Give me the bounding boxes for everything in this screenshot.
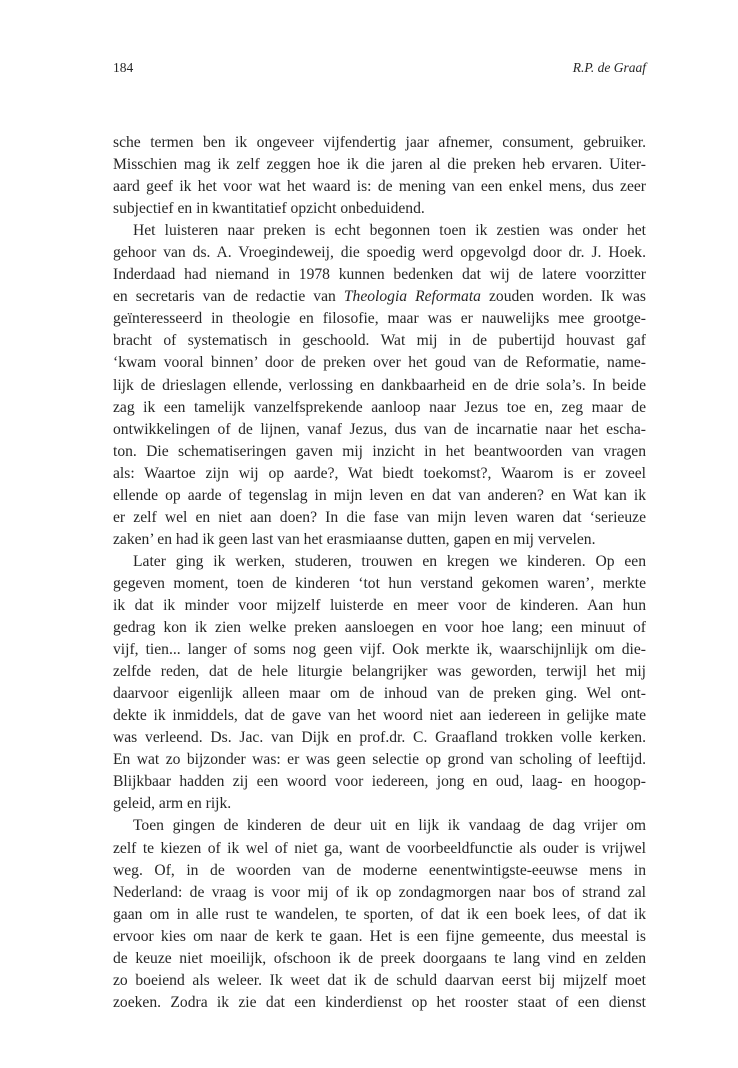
text-line: aard geef ik het voor wat het waard is: de mening van een enkel mens, dus zeer bbox=[113, 178, 646, 196]
text-line: geïnteresseerd in theologie en filosofie, maar was er nauwelijks mee grootge- bbox=[113, 310, 646, 328]
text-line: geleid, arm en rijk. bbox=[113, 795, 232, 813]
text-line: ton. Die schematiseringen gaven mij inzicht in het beantwoorden van vragen bbox=[113, 442, 646, 460]
text-line: zo boeiend als weleer. Ik weet dat ik de schuld daarvan eerst bij mijzelf moet bbox=[113, 971, 646, 989]
text-line: gedrag kon ik zien welke preken aansloegen en voor hoe lang; een minuut of bbox=[113, 619, 646, 637]
text-line: Inderdaad had niemand in 1978 kunnen bedenken dat wij de latere voorzitter bbox=[113, 266, 646, 284]
text-line: gegeven moment, toen de kinderen ‘tot hun verstand gekomen waren’, merkte bbox=[113, 574, 646, 592]
text-line: zaken’ en had ik geen last van het erasmiaanse dutten, gapen en mij vervelen. bbox=[113, 530, 596, 548]
text-line: Misschien mag ik zelf zeggen hoe ik die jaren al die preken heb ervaren. Uiter- bbox=[113, 156, 646, 174]
text-line: zelf te kiezen of ik wel of niet ga, want de voorbeeldfunctie als ouder is vrijwel bbox=[113, 839, 646, 857]
text-line: zelfde reden, dat de hele liturgie belangrijker was geworden, terwijl het mij bbox=[113, 663, 646, 681]
text-line: Blijkbaar hadden zij een woord voor iedereen, jong en oud, laag- en hoogop- bbox=[113, 773, 646, 791]
page-number: 184 bbox=[113, 60, 134, 75]
text-line: zag ik een tamelijk vanzelfsprekende aanloop naar Jezus toe en, zeg maar de bbox=[113, 398, 646, 416]
text-line-with-title bbox=[113, 286, 646, 308]
text-line: subjectief en in kwantitatief opzicht onbeduidend. bbox=[113, 200, 425, 218]
text-line: bracht of systematisch in geschoold. Wat mij in de pubertijd houvast gaf bbox=[113, 332, 646, 350]
text-line: ellende op aarde of tegenslag in mijn leven en dat van anderen? en Wat kan ik bbox=[113, 486, 646, 504]
text-line: sche termen ben ik ongeveer vijfendertig jaar afnemer, consument, gebruiker. bbox=[113, 134, 646, 151]
text-line: ontwikkelingen of de lijnen, vanaf Jezus, dus van de incarnatie naar het escha- bbox=[113, 420, 646, 438]
text-line: ‘kwam vooral binnen’ door de preken over het goud van de Reformatie, name- bbox=[113, 354, 646, 372]
paragraph bbox=[113, 220, 646, 551]
running-head bbox=[113, 60, 646, 82]
text-line: lijk de drieslagen ellende, verlossing en dankbaarheid en de drie sola’s. In beide bbox=[113, 376, 646, 394]
text-line: er zelf wel en niet aan doen? In die fase van mijn leven waren dat ‘serieuze bbox=[113, 508, 646, 526]
text-segment: zouden worden. Ik was bbox=[480, 288, 646, 306]
text-line: En wat zo bijzonder was: er was geen selectie op grond van scholing of leeftijd. bbox=[113, 751, 646, 769]
body-text bbox=[113, 132, 646, 1014]
text-line: weg. Of, in de woorden van de moderne eenentwintigste-eeuwse mens in bbox=[113, 861, 646, 879]
text-line: gaan om in alle rust te wandelen, te sporten, of dat ik een boek lees, of dat ik bbox=[113, 905, 646, 923]
paragraph bbox=[113, 551, 646, 816]
text-line: vijf, tien... langer of soms nog geen vijf. Ook merkte ik, waarschijnlijk om die- bbox=[113, 641, 646, 659]
text-line: de keuze niet moeilijk, ofschoon ik de preek doorgaans te lang vind en zelden bbox=[113, 949, 646, 967]
text-line: Later ging ik werken, studeren, trouwen en kregen we kinderen. Op een bbox=[133, 552, 646, 570]
text-line: gehoor van ds. A. Vroegindeweij, die spoedig werd opgevolgd door dr. J. Hoek. bbox=[113, 244, 646, 262]
text-line: ervoor kies om naar de kerk te gaan. Het is een fijne gemeente, dus meestal is bbox=[113, 927, 646, 945]
paragraph bbox=[113, 132, 646, 220]
text-segment: en secretaris van de redactie van bbox=[113, 288, 344, 306]
text-line: als: Waartoe zijn wij op aarde?, Wat biedt toekomst?, Waarom is er zoveel bbox=[113, 464, 646, 482]
running-author: R.P. de Graaf bbox=[572, 60, 646, 75]
text-line: Het luisteren naar preken is echt begonnen toen ik zestien was onder het bbox=[133, 222, 646, 240]
text-line: dekte ik inmiddels, dat de gave van het woord niet aan iedereen in gelijke mate bbox=[113, 707, 646, 725]
text-line: ik dat ik minder voor mijzelf luisterde en meer voor de kinderen. Aan hun bbox=[113, 596, 646, 614]
journal-title: Theologia Reformata bbox=[343, 288, 481, 306]
text-line: daarvoor eigenlijk alleen maar om de inhoud van de preken ging. Wel ont- bbox=[113, 685, 646, 703]
text-line: zoeken. Zodra ik zie dat een kinderdienst op het rooster staat of een dienst bbox=[113, 993, 646, 1011]
text-line: was verleend. Ds. Jac. van Dijk en prof.dr. C. Graafland trokken volle kerken. bbox=[113, 729, 646, 747]
text-line: Nederland: de vraag is voor mij of ik op zondagmorgen naar bos of strand zal bbox=[113, 883, 646, 901]
paragraph bbox=[113, 815, 646, 1013]
text-line: Toen gingen de kinderen de deur uit en lijk ik vandaag de dag vrijer om bbox=[133, 817, 646, 835]
